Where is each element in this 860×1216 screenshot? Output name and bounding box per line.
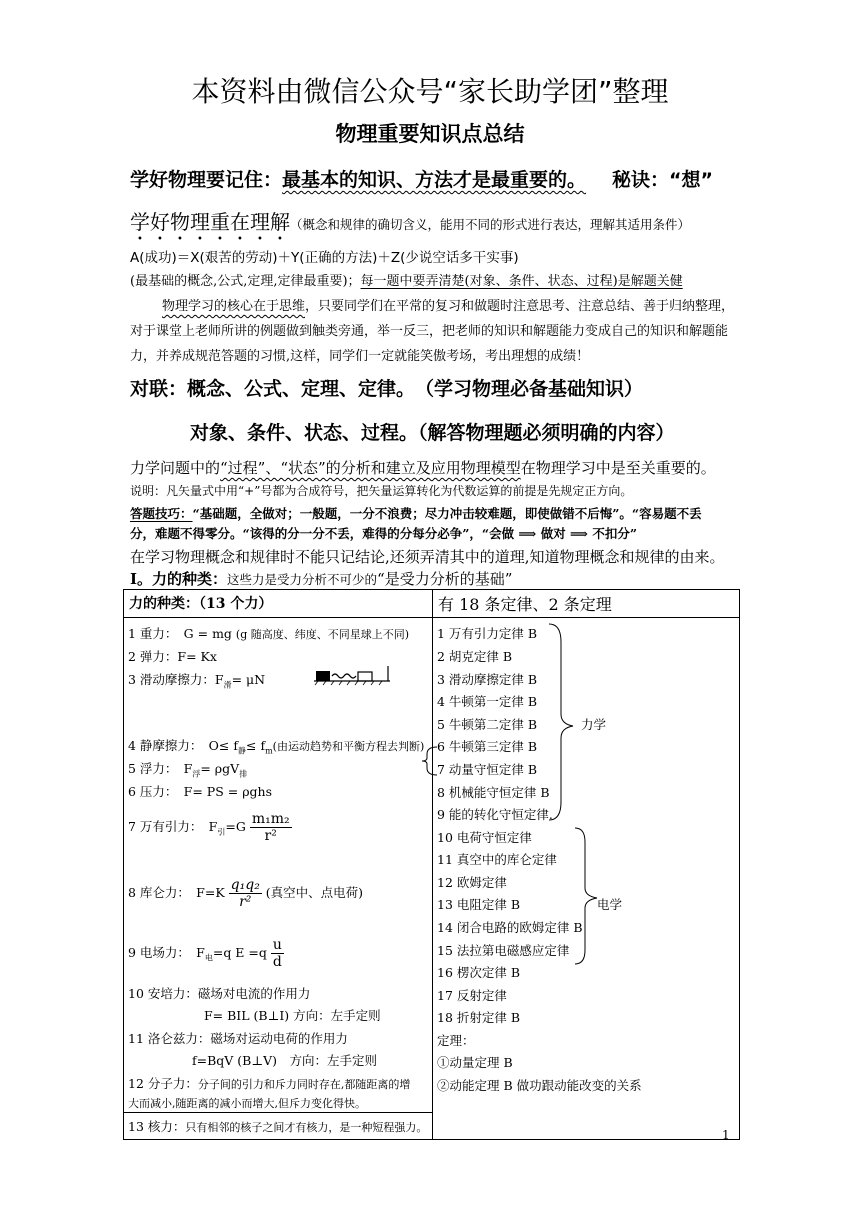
intro-line-2 — [130, 206, 690, 245]
force-coulomb-numerator: q₁q₂ — [230, 877, 260, 893]
force-gravity-note: (g 随高度、纬度、不同星球上不同) — [235, 628, 410, 641]
force-electric-denominator: d — [272, 954, 282, 970]
core-paragraph-key: 物理学习的核心在于思维 — [162, 299, 306, 314]
forces-cell — [124, 618, 433, 1113]
group-mechanics-label: 力学 — [581, 717, 607, 732]
force-electric-lead: 9 电场力： F — [128, 945, 205, 960]
laws-header-cell — [433, 590, 740, 618]
force-nuclear-text: 只有相邻的核子之间才有核力，是一种短程强力。 — [185, 1121, 428, 1134]
force-static-friction-sub1: 静 — [238, 746, 246, 756]
mechanics-line-rest: 在物理学习中是至关重要的。 — [520, 459, 716, 477]
nuclear-force-cell — [124, 1113, 433, 1140]
bracket-mark-icon — [421, 746, 439, 776]
vector-note: 说明：凡矢量式中用“+”号都为合成符号，把矢量运算转化为代数运算的前提是先规定正方向。 — [130, 484, 633, 498]
force-gravity-formula: 1 重力： G = mg — [128, 626, 232, 641]
law-item: 3 滑动摩擦定律 B — [437, 672, 538, 687]
force-gravitation-sub: 引 — [217, 827, 226, 837]
forces-header: 力的种类：（13 个力） — [129, 596, 273, 612]
couplet-line-2: 对象、条件、状态、过程。（解答物理题必须明确的内容） — [190, 422, 675, 444]
basics-line — [130, 270, 683, 289]
laws-header: 有 18 条定律、2 条定理 — [438, 595, 612, 614]
force-electric-formula: =q E =q — [212, 945, 267, 960]
law-item: 16 楞次定律 B — [437, 965, 521, 980]
laws-cell — [433, 618, 740, 1140]
law-item: 13 电阻定律 B — [437, 897, 521, 912]
force-ampere-formula: F= BIL (B⊥I) 方向：左手定则 — [204, 1008, 381, 1023]
core-paragraph-line-3: 力，并养成规范答题的习惯,这样，同学们一定就能笑傲考场，考出理想的成绩！ — [130, 349, 590, 364]
mechanics-line-lead: 力学问题中的 — [130, 459, 221, 477]
law-item: 1 万有引力定律 B — [437, 626, 538, 641]
force-buoyancy-lead: 5 浮力： F — [128, 761, 193, 776]
force-electric-field — [128, 938, 284, 969]
force-static-friction-note: (由运动趋势和平衡方程去判断) — [272, 740, 425, 753]
law-item: 7 动量守恒定律 B — [437, 762, 538, 777]
force-gravitation-fraction — [250, 812, 292, 843]
force-coulomb-lead: 8 库仑力： F=K — [128, 885, 225, 900]
intro-line-1-secret: 秘诀：“想” — [612, 169, 714, 191]
intro-line-1 — [130, 165, 713, 192]
answer-tips-label: 答题技巧： — [130, 506, 193, 521]
theorem-heading: 定理： — [437, 1033, 475, 1048]
force-types-note: 这些力是受力分析不可少的 — [227, 572, 378, 587]
force-molecular-line-2: 大而减小,随距离的减小而增大,但斥力变化得快。 — [128, 1097, 366, 1110]
knowledge-table — [123, 589, 740, 1140]
mechanics-line — [130, 457, 716, 478]
force-coulomb-denominator: r² — [239, 894, 252, 910]
mechanics-line-key: “过程”、“状态”的分析和建立及应用物理模型 — [220, 459, 521, 477]
force-sliding-friction-lead: 3 滑动摩擦力：F — [128, 672, 224, 687]
success-formula: A(成功)＝X(艰苦的劳动)＋Y(正确的方法)＋Z(少说空话多干实事) — [130, 250, 519, 266]
force-electric-numerator: u — [272, 937, 282, 953]
force-molecular-lead: 12 分子力： — [128, 1076, 198, 1091]
theorem-item: ②动能定理 B 做功跟动能改变的关系 — [437, 1078, 642, 1093]
answer-tips-text: “基础题，全做对；一般题，一分不浪费；尽力冲击较难题，即使做错不后悔”。“容易题不丢 — [192, 506, 702, 521]
document-title: 物理重要知识点总结 — [335, 122, 525, 146]
force-types-heading — [130, 568, 512, 589]
law-item: 10 电荷守恒定律 — [437, 830, 532, 845]
force-molecular-text: 分子间的引力和斥力同时存在,都随距离的增 — [197, 1078, 411, 1091]
force-sliding-friction — [128, 670, 265, 691]
law-item: 18 折射定律 B — [437, 1010, 521, 1025]
force-buoyancy-formula: = ρgV — [200, 761, 240, 776]
basics-line-key: 每一题中要弄清楚(对象、条件、状态、过程)是解题关健 — [360, 274, 683, 289]
basics-line-lead: (最基础的概念,公式,定理,定律最重要)； — [130, 274, 361, 289]
force-gravitation-g: =G — [225, 819, 246, 834]
force-static-friction-sub2: m — [265, 746, 273, 756]
force-sliding-friction-sub: 滑 — [223, 680, 232, 690]
force-buoyancy — [128, 759, 247, 780]
force-molecular — [128, 1074, 410, 1092]
page-number: 1 — [722, 1128, 730, 1142]
force-gravitation-lead: 7 万有引力： F — [128, 819, 218, 834]
law-item: 15 法拉第电磁感应定律 — [437, 943, 570, 958]
laws-list — [433, 618, 739, 1138]
law-item: 14 闭合电路的欧姆定律 B — [437, 920, 583, 935]
forces-list — [124, 618, 432, 1112]
force-nuclear-lead: 13 核力： — [128, 1119, 186, 1134]
force-electric-fraction — [271, 938, 284, 969]
law-item: 11 真空中的库仑定律 — [437, 852, 557, 867]
force-elastic: 2 弹力：F= Kx — [128, 649, 217, 664]
force-buoyancy-sub2: 排 — [239, 769, 248, 779]
force-static-friction-mid: ≤ f — [246, 738, 266, 753]
friction-diagram-icon — [312, 666, 394, 686]
force-types-label: Ⅰ。力的种类： — [130, 570, 228, 588]
law-item: 6 牛顿第三定律 B — [437, 739, 538, 754]
core-paragraph-line-2: 对于课堂上老师所讲的例题做到触类旁通，举一反三，把老师的知识和解题能力变成自己的知识和解题能 — [130, 324, 729, 339]
force-gravity — [128, 624, 409, 642]
core-paragraph-line-1 — [162, 295, 734, 314]
law-item: 4 牛顿第一定律 B — [437, 694, 538, 709]
mechanics-brace-icon — [547, 622, 577, 822]
force-types-quote: “是受力分析的基础” — [377, 570, 513, 588]
force-coulomb-fraction — [229, 878, 262, 909]
force-lorentz: 11 洛仑兹力：磁场对运动电荷的作用力 — [128, 1031, 348, 1046]
core-paragraph-rest: ，只要同学们在平常的复习和做题时注意思考、注意总结、善于归纳整理， — [305, 299, 735, 314]
concept-line: 在学习物理概念和规律时不能只记结论,还须弄清其中的道理,知道物理概念和规律的由来。 — [130, 548, 725, 566]
force-electric-sub: 电 — [204, 953, 213, 963]
group-electricity-label: 电学 — [597, 897, 623, 912]
law-item: 8 机械能守恒定律 B — [437, 785, 550, 800]
intro-line-2-note: （概念和规律的确切含义，能用不同的形式进行表达，理解其适用条件） — [290, 217, 691, 232]
force-gravitation — [128, 812, 292, 843]
intro-line-2-lead: 学好物理重在理解 — [130, 210, 290, 234]
force-static-friction — [128, 736, 424, 757]
force-nuclear — [124, 1113, 432, 1139]
theorem-item: ①动量定理 B — [437, 1055, 513, 1070]
page-header-title: 本资料由微信公众号“家长助学团”整理 — [191, 75, 669, 108]
law-item: 12 欧姆定律 — [437, 875, 507, 890]
couplet-line-1: 对联：概念、公式、定理、定律。 （学习物理必备基础知识） — [130, 378, 644, 400]
force-gravitation-numerator: m₁m₂ — [251, 811, 290, 827]
answer-tips-line-2: 分，难题不得零分。“该得的分一分不丢，难得的分每分必争”，“会做 ⟹ 做对 ⟹ 不扣分” — [130, 526, 638, 541]
law-item: 9 能的转化守恒定律. — [437, 807, 553, 822]
intro-line-1-key: 最基本的知识、方法才是最重要的。 — [282, 169, 587, 191]
intro-line-1-lead: 学好物理要记住： — [130, 169, 283, 191]
force-lorentz-formula: f=BqV (B⊥V) 方向：左手定则 — [192, 1053, 378, 1068]
answer-tips-line-1 — [130, 504, 702, 522]
force-buoyancy-sub: 浮 — [192, 769, 201, 779]
force-pressure: 6 压力： F= PS = ρghs — [128, 784, 273, 799]
electricity-brace-icon — [573, 826, 599, 966]
force-gravitation-denominator: r² — [264, 828, 277, 844]
force-coulomb — [128, 878, 363, 909]
forces-header-cell — [124, 590, 433, 618]
law-item: 5 牛顿第二定律 B — [437, 717, 538, 732]
force-static-friction-lead: 4 静摩擦力： O≤ f — [128, 738, 238, 753]
force-sliding-friction-formula: = μN — [231, 672, 266, 687]
law-item: 17 反射定律 — [437, 988, 507, 1003]
force-coulomb-note: (真空中、点电荷) — [265, 885, 364, 900]
law-item: 2 胡克定律 B — [437, 649, 513, 664]
force-ampere: 10 安培力：磁场对电流的作用力 — [128, 986, 311, 1001]
